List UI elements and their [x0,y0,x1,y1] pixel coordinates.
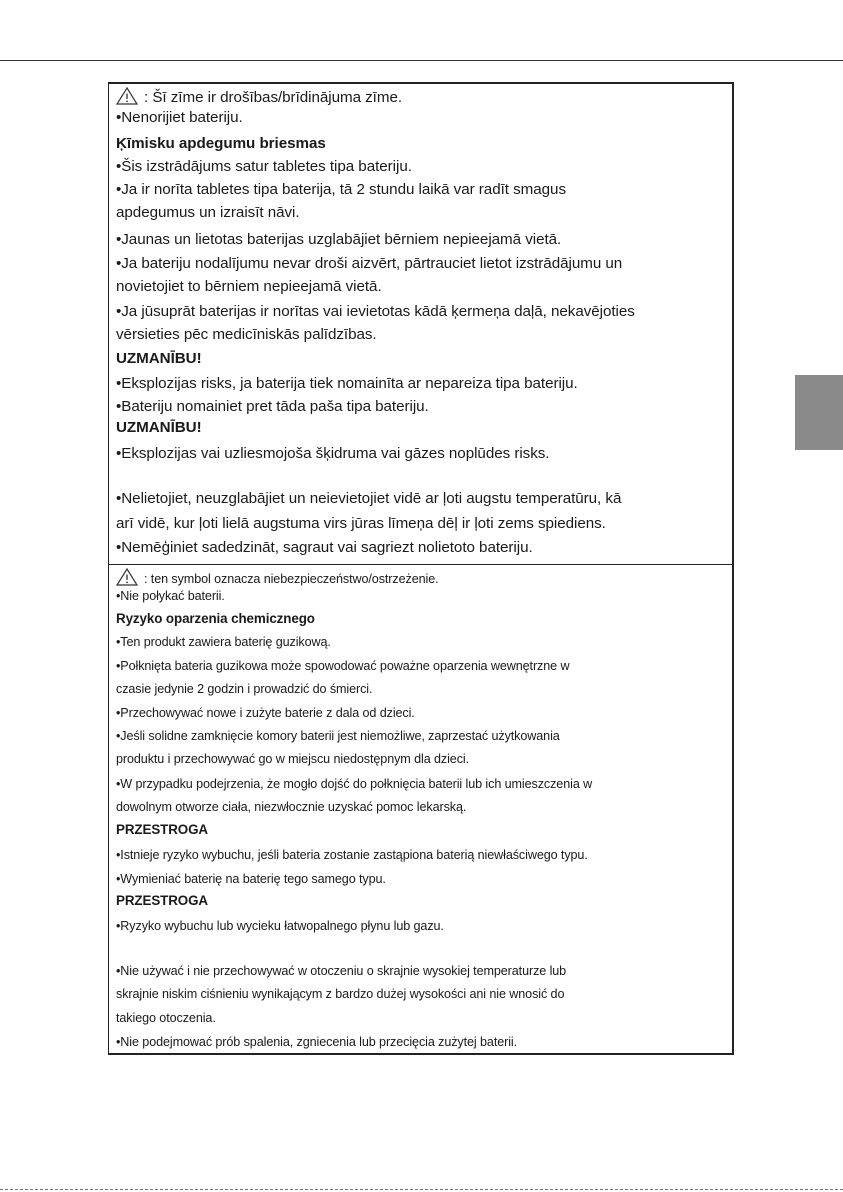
polish-symbol-line: : ten symbol oznacza niebezpieczeństwo/ostrzeżenie. [116,568,439,588]
polish-button-cell: •Ten produkt zawiera baterię guzikową. [116,635,331,649]
warning-triangle-icon [116,87,138,105]
latvian-caution-heading-1: UZMANĪBU! [116,350,202,367]
polish-swallow-line-1: •Połknięta bateria guzikowa może spowodować poważne oparzenia wewnętrzne w [116,659,570,673]
latvian-temperature-line-1: •Nelietojiet, neuzglabājiet un neievietojiet vidē ar ļoti augstu temperatūru, kā [116,490,622,507]
polish-dispose: •Nie podejmować prób spalenia, zgniecenia lub przecięcia zużytej baterii. [116,1035,518,1049]
polish-caution-heading-1: PRZESTROGA [116,822,208,837]
polish-chemical-burn-heading: Ryzyko oparzenia chemicznego [116,611,315,626]
polish-body-line-2: dowolnym otworze ciała, niezwłocznie uzyskać pomoc lekarską. [116,800,467,814]
latvian-dispose: •Nemēģiniet sadedzināt, sagraut vai sagriezt nolietoto bateriju. [116,539,533,556]
polish-replace-same-type: •Wymieniać baterię na baterię tego samego typu. [116,872,386,886]
latvian-compartment-line-1: •Ja bateriju nodalījumu nevar droši aizvērt, pārtrauciet lietot izstrādājumu un [116,255,623,272]
latvian-symbol-line: : Šī zīme ir drošības/brīdinājuma zīme. [116,87,402,108]
polish-body-line-1: •W przypadku podejrzenia, że mogło dojść do połknięcia baterii lub ich umieszczenia w [116,777,593,791]
latvian-leak-risk: •Eksplozijas vai uzliesmojoša šķidruma vai gāzes noplūdes risks. [116,445,550,462]
latvian-explosion-wrong-type: •Eksplozijas risks, ja baterija tiek nomainīta ar nepareiza tipa bateriju. [116,375,578,392]
polish-temperature-line-3: takiego otoczenia. [116,1011,216,1025]
header-rule [0,60,843,61]
latvian-keep-away: •Jaunas un lietotas baterijas uzglabājiet bērniem nepieejamā vietā. [116,231,562,248]
polish-temperature-line-2: skrajnie niskim ciśnieniu wynikającym z bardzo dużej wysokości ani nie wnosić do [116,987,565,1001]
latvian-tablet-battery: •Šis izstrādājums satur tabletes tipa bateriju. [116,158,412,175]
polish-leak-risk: •Ryzyko wybuchu lub wycieku łatwopalnego płynu lub gazu. [116,919,444,933]
latvian-body-line-2: vērsieties pēc medicīniskās palīdzības. [116,326,377,343]
polish-explosion-wrong-type: •Istnieje ryzyko wybuchu, jeśli bateria zostanie zastąpiona baterią niewłaściwego typu. [116,848,588,862]
latvian-caution-heading-2: UZMANĪBU! [116,419,202,436]
latvian-swallow-line-1: •Ja ir norīta tabletes tipa baterija, tā 2 stundu laikā var radīt smagus [116,181,566,198]
polish-caution-heading-2: PRZESTROGA [116,893,208,908]
polish-swallow-line-2: czasie jedynie 2 godzin i prowadzić do śmierci. [116,682,373,696]
latvian-safety-section [108,82,734,564]
latvian-compartment-line-2: novietojiet to bērniem nepieejamā vietā. [116,278,382,295]
latvian-no-swallow: •Nenorijiet bateriju. [116,109,243,126]
polish-keep-away: •Przechowywać nowe i zużyte baterie z dala od dzieci. [116,706,415,720]
polish-compartment-line-2: produktu i przechowywać go w miejscu niedostępnym dla dzieci. [116,752,469,766]
polish-no-swallow: •Nie połykać baterii. [116,589,225,603]
latvian-swallow-line-2: apdegumus un izraisīt nāvi. [116,204,300,221]
polish-compartment-line-1: •Jeśli solidne zamknięcie komory baterii jest niemożliwe, zaprzestać użytkowania [116,729,560,743]
latvian-temperature-line-2: arī vidē, kur ļoti lielā augstuma virs jūras līmeņa dēļ ir ļoti zems spiediens. [116,515,606,532]
warning-triangle-icon [116,568,138,586]
latvian-replace-same-type: •Bateriju nomainiet pret tāda paša tipa bateriju. [116,398,429,415]
latvian-body-line-1: •Ja jūsuprāt baterijas ir norītas vai ievietotas kādā ķermeņa daļā, nekavējoties [116,303,635,320]
page-bottom-border [0,1189,843,1190]
section-tab-marker [795,375,843,450]
latvian-chemical-burn-heading: Ķīmisku apdegumu briesmas [116,135,326,152]
polish-safety-section [108,564,734,1055]
polish-temperature-line-1: •Nie używać i nie przechowywać w otoczeniu o skrajnie wysokiej temperaturze lub [116,964,567,978]
